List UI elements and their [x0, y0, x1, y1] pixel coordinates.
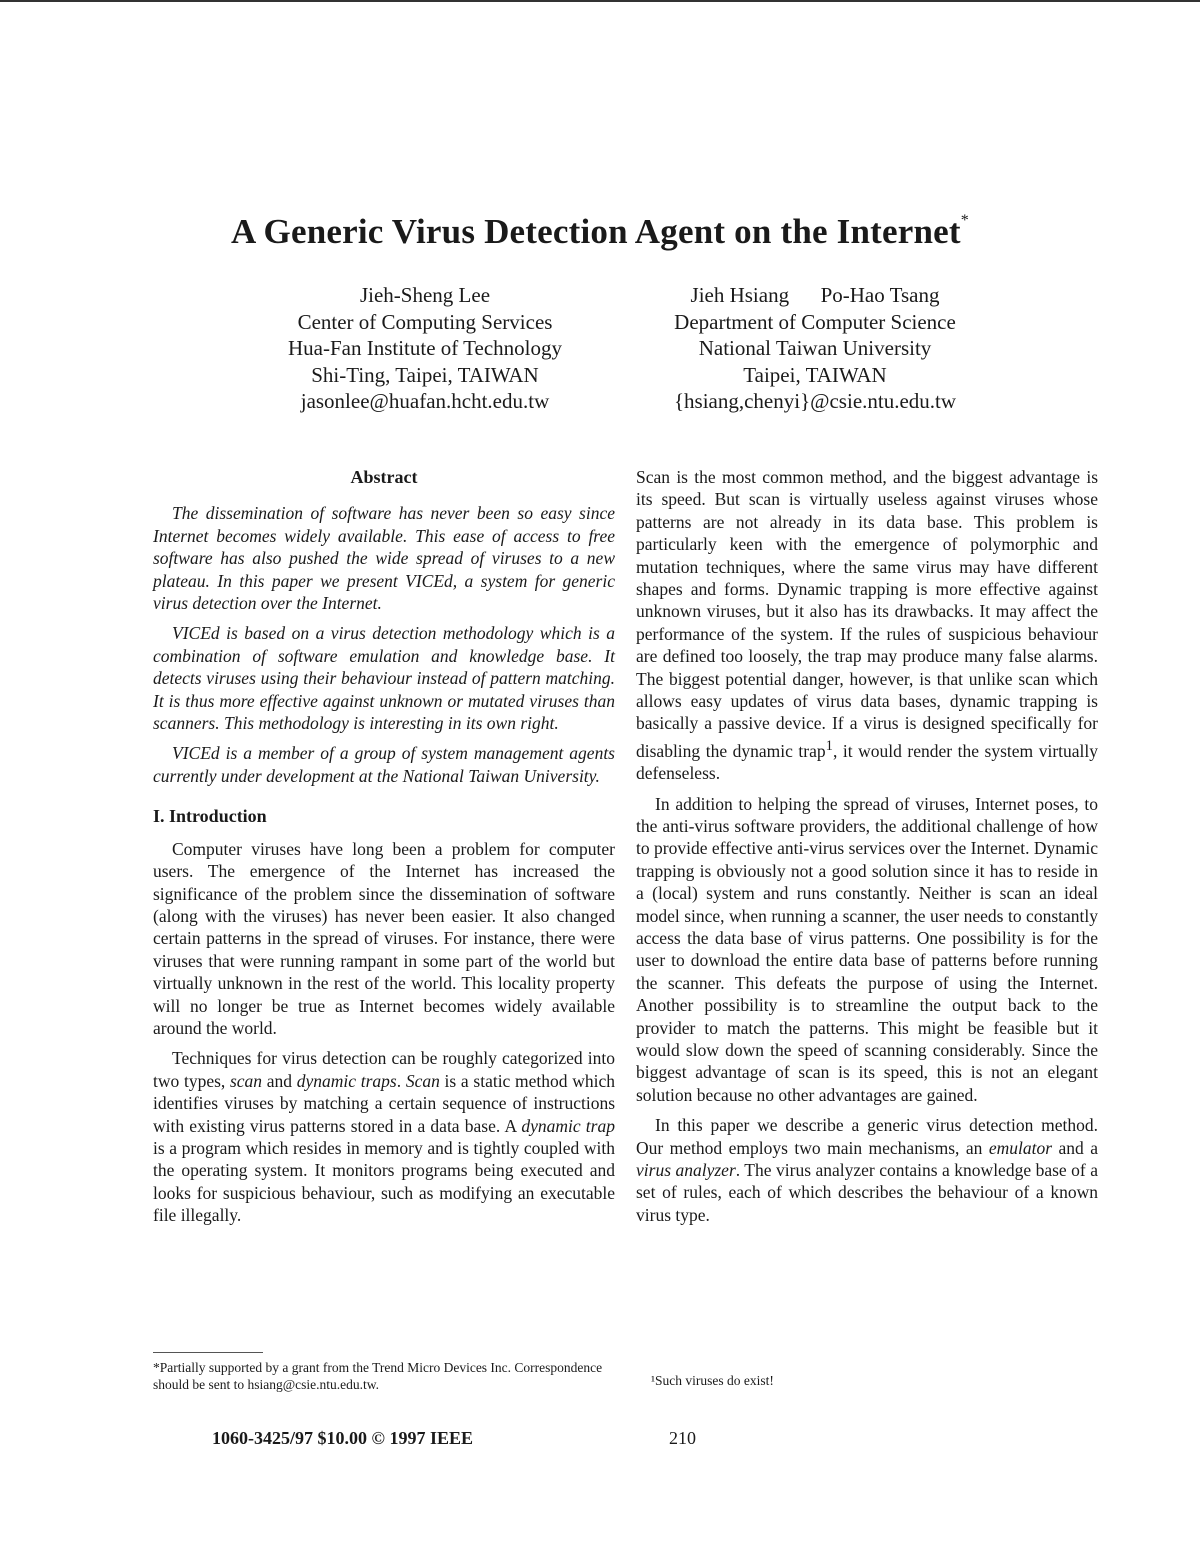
paper-title-text: A Generic Virus Detection Agent on the Internet	[231, 212, 961, 251]
text-run: . The virus analyzer contains a knowledge base of a set of rules, each of which describes the behaviour of a known virus type.	[636, 1160, 1098, 1225]
footnote-mark: 1	[825, 737, 833, 754]
author-names: Jieh Hsiang Po-Hao Tsang	[690, 283, 940, 307]
author-institution: National Taiwan University	[698, 336, 932, 360]
left-column	[153, 466, 615, 1235]
paper-title	[150, 212, 1050, 252]
text-run: .	[396, 1070, 406, 1091]
author-email: {hsiang,chenyi}@csie.ntu.edu.tw	[673, 389, 957, 413]
author-institution: Hua-Fan Institute of Technology	[287, 336, 562, 360]
text-run: Techniques for virus detection can be roughly categorized into two types,	[153, 1048, 615, 1091]
body-paragraph	[636, 466, 1098, 785]
author-location: Taipei, TAIWAN	[743, 362, 887, 387]
footnote-rule	[153, 1352, 263, 1353]
emphasis: dynamic traps	[296, 1070, 397, 1091]
footnote-text: *Partially supported by a grant from the Trend Micro Devices Inc. Correspondence should be sent to hsiang@csie.ntu.edu.tw.	[153, 1360, 603, 1392]
emphasis: emulator	[988, 1137, 1053, 1158]
body-paragraph	[636, 1114, 1098, 1226]
text-run: , it would render the system virtually defenseless.	[636, 740, 1099, 784]
footnote-right	[651, 1372, 951, 1389]
text-run: Scan is the most common method, and the biggest advantage is its speed. But scan is virtually useless against viruses whose patterns are not already in its data base. This problem is particularly keen with the emergence of polymorphic and mutation techniques, where the same virus may have different shapes and forms. Dynamic trapping is more effective against unknown viruses, but it also has its drawbacks. It may affect the performance of the system. If the rules of suspicious behaviour are defined too loosely, the trap may produce many false alarms. The biggest potential danger, however, is that unlike scan which allows easy updates of virus data bases, dynamic trapping is basically a passive device. If a virus is designed specifically for disabling the dynamic trap	[636, 467, 1098, 761]
text-run: and	[262, 1070, 297, 1091]
text-run: is a static method which identifies viruses by matching a certain sequence of instructions with existing virus patterns stored in a data base. A	[153, 1070, 615, 1136]
text-run: In this paper we describe a generic virus detection method. Our method employs two main mechanisms, an	[636, 1115, 1098, 1158]
emphasis: dynamic trap	[521, 1115, 615, 1136]
text-run: and a	[1052, 1137, 1098, 1158]
right-column	[636, 466, 1098, 1234]
author-block-right	[615, 282, 1015, 415]
footnote-left	[153, 1352, 615, 1393]
emphasis: scan	[229, 1070, 263, 1091]
author-email: jasonlee@huafan.hcht.edu.tw	[300, 389, 550, 413]
abstract-paragraph: VICEd is based on a virus detection methodology which is a combination of software emulation and knowledge base. It detects viruses using their behaviour instead of pattern matching. It is thus more effective against unknown or mutated viruses than scanners. This methodology is interesting in its own right.	[153, 623, 615, 734]
author-block-left	[225, 282, 625, 415]
body-paragraph: Computer viruses have long been a problem for computer users. The emergence of the Internet has increased the significance of the problem since the dissemination of software (along with the viruses) has never been easier. It also changed certain patterns in the spread of viruses. For instance, there were viruses that were running rampant in some part of the world but virtually unknown in the rest of the world. This locality property will no longer be true as Internet becomes widely available around the world.	[153, 838, 615, 1038]
title-footnote-mark: *	[960, 212, 969, 229]
text-run: is a program which resides in memory and is tightly coupled with the operating system. It monitors programs being executed and looks for suspicious behaviour, such as modifying an executable file illegally.	[153, 1137, 615, 1226]
page-number: 210	[669, 1428, 696, 1448]
author-affiliation: Department of Computer Science	[674, 309, 956, 334]
footnote-text: ¹Such viruses do exist!	[651, 1373, 774, 1388]
emphasis: virus analyzer	[636, 1160, 736, 1181]
abstract-paragraph: The dissemination of software has never been so easy since Internet becomes widely available. This ease of access to free software has also pushed the wide spread of viruses to a new plateau. In this paper we present VICEd, a system for generic virus detection over the Internet.	[153, 503, 615, 614]
abstract-heading: Abstract	[350, 467, 418, 487]
body-paragraph	[153, 1047, 615, 1226]
body-paragraph: In addition to helping the spread of viruses, Internet poses, to the anti-virus software providers, the additional challenge of how to provide effective anti-virus services over the Internet. Dynamic trapping is obviously not a good solution since it has to reside in a (local) system and runs constantly. Neither is scan an ideal model since, when running a scanner, the user needs to constantly access the data base of virus patterns. One possibility is for the user to download the entire data base of patterns before running the scanner. This defeats the purpose of using the Internet. Another possibility is to streamline the output back to the provider to match the patterns. This might be feasible but it would slow down the speed of scanning considerably. Since the biggest advantage of scan is its speed, this is not an elegant solution because no other advantages are gained.	[636, 793, 1098, 1105]
author-location: Shi-Ting, Taipei, TAIWAN	[311, 362, 539, 387]
emphasis: Scan	[405, 1070, 440, 1091]
copyright-line: 1060-3425/97 $10.00 © 1997 IEEE	[212, 1428, 473, 1448]
top-rule	[0, 0, 1200, 2]
author-affiliation: Center of Computing Services	[297, 309, 553, 334]
abstract-paragraph: VICEd is a member of a group of system management agents currently under development at the National Taiwan University.	[153, 743, 615, 786]
section-heading-introduction: I. Introduction	[153, 806, 267, 827]
author-name: Jieh-Sheng Lee	[359, 283, 491, 307]
